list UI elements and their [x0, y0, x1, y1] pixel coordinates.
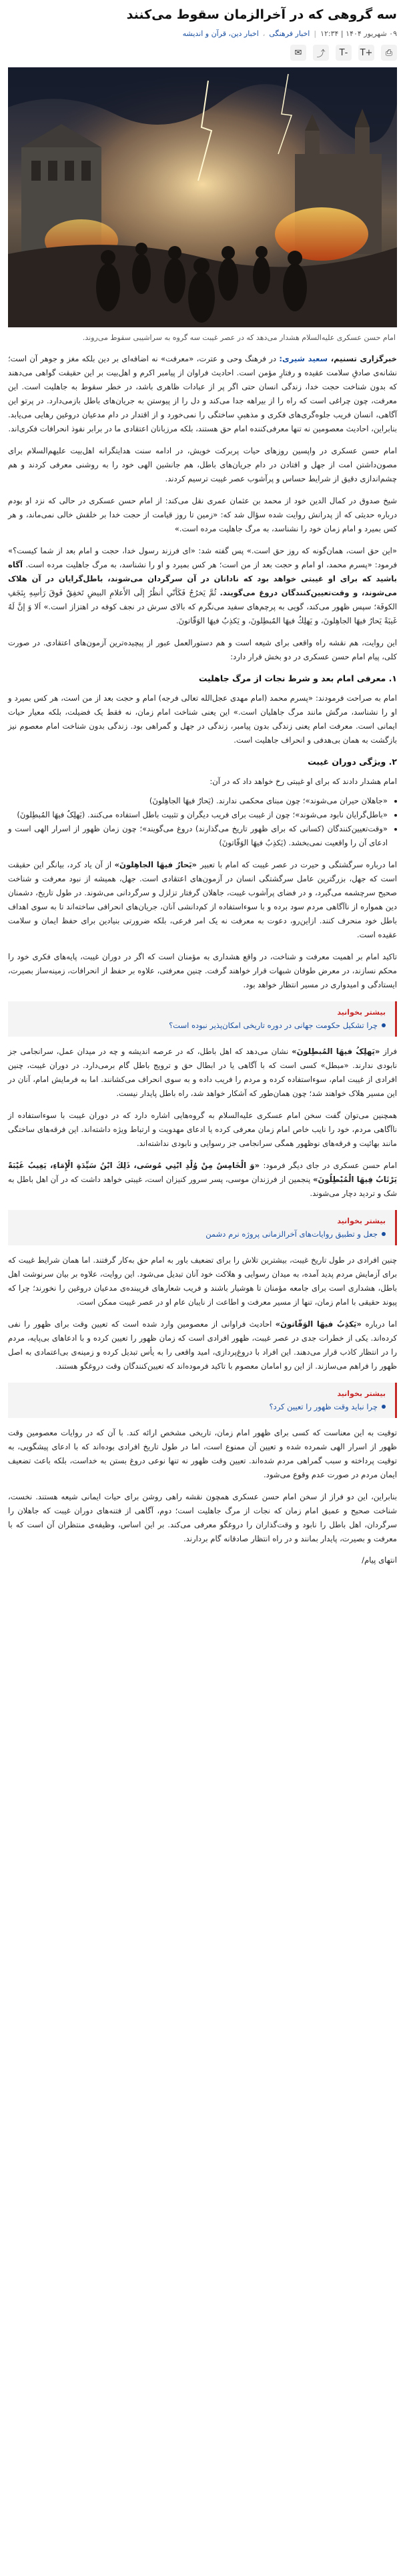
- end-of-message: انتهای پیام/: [362, 1555, 397, 1565]
- article-toolbar: [8, 45, 397, 61]
- category-link-cultural[interactable]: اخبار فرهنگی: [269, 29, 310, 38]
- paragraph-2: امام حسن عسکری در واپسین روزهای حیات پربرکت خویش، در ادامه سنت هدایتگرانه اهل‌بیت علیهم‌السلام برای مصون‌داشتن امت از جهل و افتادن در دام جریان‌های باطل، هم جانشین الهی خود را به روشنی معرفی کردند و هم چشم‌اندازی دقیق از شرایط حساس و پرآشوب عصر غیبت ترسیم کردند.: [8, 446, 397, 483]
- font-decrease-button[interactable]: -T: [336, 45, 352, 61]
- paragraph-5: این روایت، هم نقشه راه واقعی برای شیعه است و هم دستورالعمل عبور از پیچیده‌ترین آزمون‌های اعتقادی. در صورت کلی، پیام امام حسن عسکری در دو بخش قرار دارد:: [8, 638, 397, 661]
- related-link[interactable]: چرا تشکیل حکومت جهانی در دوره تاریخی امکان‌پذیر نبوده است؟: [17, 1021, 386, 1030]
- font-increase-button[interactable]: +T: [358, 45, 374, 61]
- paragraph-10: فراز «یَهلِکُ فیهَا المُبطِلونَ» نشان می‌دهد که اهل باطل، که در عرصه اندیشه و چه در میدان عمل، سرانجامی جز نابودی ندارند. «مبطل» کسی است که با آگاهی یا در ابطال حق و ترویج باطل گام برمی‌دارد. در دوران غیبت، چنین افرادی از غیبت امام، سوءاستفاده کرده و مردم را فریب داده و به سوی انحراف می‌کشانند. اما به فرمایش امام، آنان در این مسیر هلاک خواهند شد؛ چون همان‌طور که آشکار خواهد شد، راه باطل پایدار نیست.: [8, 1047, 397, 1098]
- category-link-religion[interactable]: اخبار دین، قرآن و اندیشه: [182, 29, 259, 38]
- related-label: بیشتر بخوانید: [337, 1389, 386, 1398]
- list-item: • «وقت‌تعیین‌کنندگان (کسانی که برای ظهور تاریخ می‌گذارند) دروغ می‌گویند»؛ چون زمان ظهور از اسرار الهی است و ادعای آن را واقعیت نمی‌بخشد. (یَکذِبُ فیهَا الوَقّاتونَ): [8, 822, 388, 850]
- bullet-icon: [382, 1232, 386, 1236]
- bullet-icon: [382, 1023, 386, 1027]
- list-item: • «جاهلان حیران می‌شوند»؛ چون مبنای محکمی ندارند. (یَحارُ فیهَا الجاهِلونَ): [8, 794, 388, 808]
- publish-date: ۰۹ شهریور ۱۴۰۴ | ۱۲:۳۴: [320, 29, 397, 38]
- paragraph-7: امام هشدار دادند که برای او غیبتی رخ خواهد داد که در آن:: [210, 777, 397, 786]
- apocalyptic-scene-illustration: [8, 67, 397, 327]
- image-caption: امام حسن عسکری علیه‌السلام هشدار می‌دهد که در عصر غیبت سه گروه به سراشیبی سقوط می‌روند.: [82, 333, 396, 342]
- article-meta: ۰۹ شهریور ۱۴۰۴ | ۱۲:۳۴ | اخبار فرهنگی ، اخبار دین، قرآن و اندیشه: [182, 29, 397, 38]
- paragraph-11: همچنین می‌توان گفت سخن امام عسکری علیه‌السلام به گروه‌هایی اشاره دارد که در دوران غیبت با سوءاستفاده از ناآگاهی مردم، خود را نایب خاص امام زمان معرفی کرده یا ادعای مهدویت و ارتباط ویژه داشته‌اند. این فرقه‌های ساختگی مانند بهائیت و فرقه‌های نوظهور همگی سرانجامی جز رسوایی و نابودی نداشته‌اند.: [8, 1111, 397, 1148]
- related-article-box: [8, 1210, 397, 1245]
- related-link[interactable]: جعل و تطبیق روایات‌های آخرالزمانی پروژه نرم دشمن: [17, 1229, 386, 1239]
- paragraph-13: چنین افرادی در طول تاریخ غیبت، بیشترین تلاش را برای تضعیف باور به امام حق به‌کار گرفتند. اما همان شرایط غیبت که برای آزمایش مردم پدید آمده، به میدان رسوایی و هلاکت خود آنان تبدیل می‌شود. این روایت، علاوه بر بیان سرنوشت اهل باطل، هشداری است برای جامعه مؤمنان تا هوشیار باشند و فریب شعارهای فریبنده‌ی مدعیان دروغین را نخورند؛ چرا که پیوند حقیقی با امام زمان، تنها از مسیر معرفت و اطاعت از نایبان عام او در عصر غیبت ممکن است.: [8, 1255, 397, 1307]
- related-link[interactable]: چرا نباید وقت ظهور را تعیین کرد؟: [17, 1402, 386, 1411]
- related-article-box: [8, 1001, 397, 1037]
- section-heading-1: ۱. معرفی امام بعد و شرط نجات از مرگ جاهلیت: [198, 673, 397, 683]
- related-article-box: [8, 1383, 397, 1418]
- paragraph-8: اما درباره سرگشتگی و حیرت در عصر غیبت که امام با تعبیر «یَحارُ فیهَا الجاهِلونَ» از آن یاد کرد، بیانگر این حقیقت است که جهل، بزرگترین عامل سرگشتگی انسان در آزمون‌های اعتقادی است. جهل، همیشه از نبود معرفت و شناخت صحیح سرچشمه می‌گیرد، و در فضای پرآشوب غیبت، جاهلان گرفتار تزلزل و سرگردانی می‌شوند. در طول تاریخ، دشمنان دین همواره از ناآگاهی مردم سود برده و با سوءاستفاده از کم‌دانشی آنان، جریان‌های انحرافی ساخته‌اند تا به سوی اهداف باطل خود منحرف کنند. ازاین‌رو، دعوت به معرفت نه یک امر فرعی، بلکه ضرورتی بنیادین برای حفظ ایمان و سلامت عقیده است.: [8, 860, 398, 939]
- hero-image: [8, 67, 397, 327]
- paragraph-hadith: «این حق است، همان‌گونه که روز حق است.» پس گفته شد: «ای فرزند رسول خدا، حجت و امام بعد از شما کیست؟» فرمود: «پسرم محمد، او امام و حجت بعد از من است؛ هر کس بمیرد و او را نشناسد، به مرگ جاهلیت مرده است. آگاه باشید که برای او غیبتی خواهد بود که نادانان در آن سرگردان می‌شوند، باطل‌گرایان در آن هلاک می‌شوند، و وقت‌تعیین‌کنندگان دروغ می‌گویند. ثُمَّ يَخرُجُ فَكَأنّي أنظُرُ إلَى الأَعلامِ البيضِ تَخفِقُ فَوقَ رَأسِهِ بِنَجَفِ الكوفَة؛ سپس ظهور می‌کند، گویی به پرچم‌های سفید می‌نگرم که بالای سرش در نجف کوفه در اهتزاز است.» اَلا وَ إنَّ لَهُ غَيبَةً يَحارُ فيهَا الجاهِلونَ، و يَهلِكُ فيهَا المُبطِلونَ، و يَكذِبُ فيهَا الوَقّاتونَ.: [8, 546, 397, 625]
- article-title: سه گروهی که در آخرالزمان سقوط می‌کنند: [126, 7, 397, 22]
- paragraph-14: اما درباره «یَکذِبُ فیهَا الوَقّاتونَ» احادیث فراوانی از معصومین وارد شده است که تعیین وقت برای ظهور را نفی کرده‌اند. یکی از خطرات جدی در عصر غیبت، ظهور افرادی است که زمان ظهور را تعیین کرده و با ادعاهای بی‌پایه، مردم را در انتظار کاذب قرار می‌دهند. این افراد با دروغ‌پردازی، امید واقعی را به یأس تبدیل کرده و زمینه‌ی بی‌اعتمادی به اصل ظهور را فراهم می‌سازند. از این رو امامان معصوم با تاکید فرموده‌اند که تعیین‌کنندگان وقت دروغگو هستند.: [8, 1319, 397, 1371]
- bullet-icon: [382, 1405, 386, 1409]
- occultation-features-list: [8, 794, 397, 850]
- email-icon[interactable]: ✉: [290, 45, 306, 61]
- share-icon[interactable]: ⤴: [313, 45, 329, 61]
- paragraph-3: شیخ صدوق در کمال الدین خود از محمد بن عثمان عمری نقل می‌کند: از امام حسن عسکری در حالی که نزد او بودم درباره حدیثی که از پدرانش روایت شده سؤال شد که: «زمین تا روز قیامت از حجت خدا بر خلقش خالی نمی‌ماند، و هر کس بمیرد و امام زمان خود را نشناسد، به مرگ جاهلیت مرده است.»: [8, 496, 397, 533]
- section-heading-2: ۲. ویژگی دوران غیبت: [308, 757, 397, 767]
- related-label: بیشتر بخوانید: [337, 1008, 386, 1017]
- print-icon[interactable]: ⎙: [381, 45, 397, 61]
- list-item: • «باطل‌گرایان نابود می‌شوند»؛ چون از غیبت برای فریب دیگران و تثبیت باطل استفاده می‌کنند. (یَهلِکُ فیهَا المُبطِلونَ): [8, 808, 388, 822]
- paragraph-intro: خبرگزاری تسنیم، سعید شیری: در فرهنگ وحی و عترت، «معرفت» نه اضافه‌ای بر دین بلکه مغز و جوهر آن است؛ نشانه‌ی صادقِ سلامت عقیده و رفتارِ مؤمن است. احادیث فراوان از پیامبر اکرم و اهل‌بیت بر این حقیقت گواهی می‌دهند که بدون شناخت حجت خدا، زندگی انسان حتی اگر پر از عبادات ظاهری باشد، در خطر سقوط به جاهلیت است. این معرفت، چون چراغی است که راه را از بیراهه جدا می‌کند و دل را از پیوستن به جریان‌های باطل بازمی‌دارد. در پرتو این آگاهی، انسان فریب جلوه‌گری‌های فکری و مذهبیِ ساختگی را نمی‌خورد و از اقتدار در دام مدعیان دروغین رهایی می‌یابد. بنابراین، احادیث معصومین نه تنها معرفی‌کننده امام حق هستند، بلکه مرزبانان اعتقادی ما در برابر نفوذ انحرافات فکری‌اند.: [8, 354, 397, 433]
- author-name[interactable]: سعید شیری:: [279, 354, 331, 363]
- paragraph-16: بنابراین، این دو فراز از سخن امام حسن عسکری همچون نقشه راهی روشن برای حیات ایمانی شیعه هستند. نخست، شناخت صحیح و عمیق امام زمان که نجات از مرگ جاهلیت است؛ دوم، آگاهی از فتنه‌های دوران غیبت که جاهلان را سرگردان، اهل باطل را نابود و وقت‌گذاران را دروغگو معرفی می‌کند. بر این اساس، وظیفه‌ی منتظران آن است که با معرفت و بصیرت، پایدار بمانند و در راه انتظار صادقانه گام بردارند.: [8, 1492, 397, 1543]
- paragraph-15: توقیت به این معناست که کسی برای ظهور امام زمان، تاریخی مشخص ارائه کند. با آن که در روایات معصومین وقت ظهور از اسرار الهی شمرده شده و تعیین آن ممنوع است، اما در طول تاریخ افرادی بوده‌اند که با ادعای پیشگویی، به توقیت پرداخته و سبب گمراهی مردم شده‌اند. تعیین وقت ظهور نه تنها نوعی دروغ بستن به خداست، بلکه باعث تضعیف ایمان مردم در صورت عدم وقوع می‌شود.: [8, 1428, 397, 1479]
- paragraph-12: امام حسن عسکری در جای دیگر فرمود: «وَ الْخَامِسُ مِنْ وُلْدِ ابْنِي مُوسَى، ذَلِكَ ابْنُ سَيِّدَةِ الْإِمَاءِ، يَغِيبُ غَيْبَةً يَرْتَابُ فِيهَا الْمُبْطِلُونَ» پنجمین از فرزندان موسی، پسر سرور کنیزان است، غیبتی خواهد داشت که در آن اهل باطل به شک و تردید دچار می‌شوند.: [8, 1161, 398, 1198]
- related-label: بیشتر بخوانید: [337, 1217, 386, 1225]
- paragraph-6: امام به صراحت فرمودند: «پسرم محمد (امام مهدی عجل‌الله تعالی فرجه) امام و حجت بعد از من است، هر کس بمیرد و او را نشناسد، مرگش مانند مرگ جاهلیان است.» این یعنی شناخت امام زمان، نه فقط یک فضیلت، بلکه معیار حیات ایمانی است. معرفت امام یعنی زندگی بدون پیامبر، زندگی در جهل و گمراهی بود. زندگی بدون شناخت امام معصوم نیز بازگشت به همان بی‌هدفی و انحراف جاهلیت است.: [8, 693, 397, 745]
- paragraph-9: تاکید امام بر اهمیت معرفت و شناخت، در واقع هشداری به مؤمنان است که اگر در دوران غیبت، پایه‌های فکری خود را محکم نسازند، در معرض طوفان شبهات قرار خواهند گرفت. چنین معرفتی، علاوه بر حفظ از انحرافات، زمینه‌ساز بصیرت، ایستادگی و امیدواری در مسیر انتظار خواهد بود.: [8, 952, 397, 989]
